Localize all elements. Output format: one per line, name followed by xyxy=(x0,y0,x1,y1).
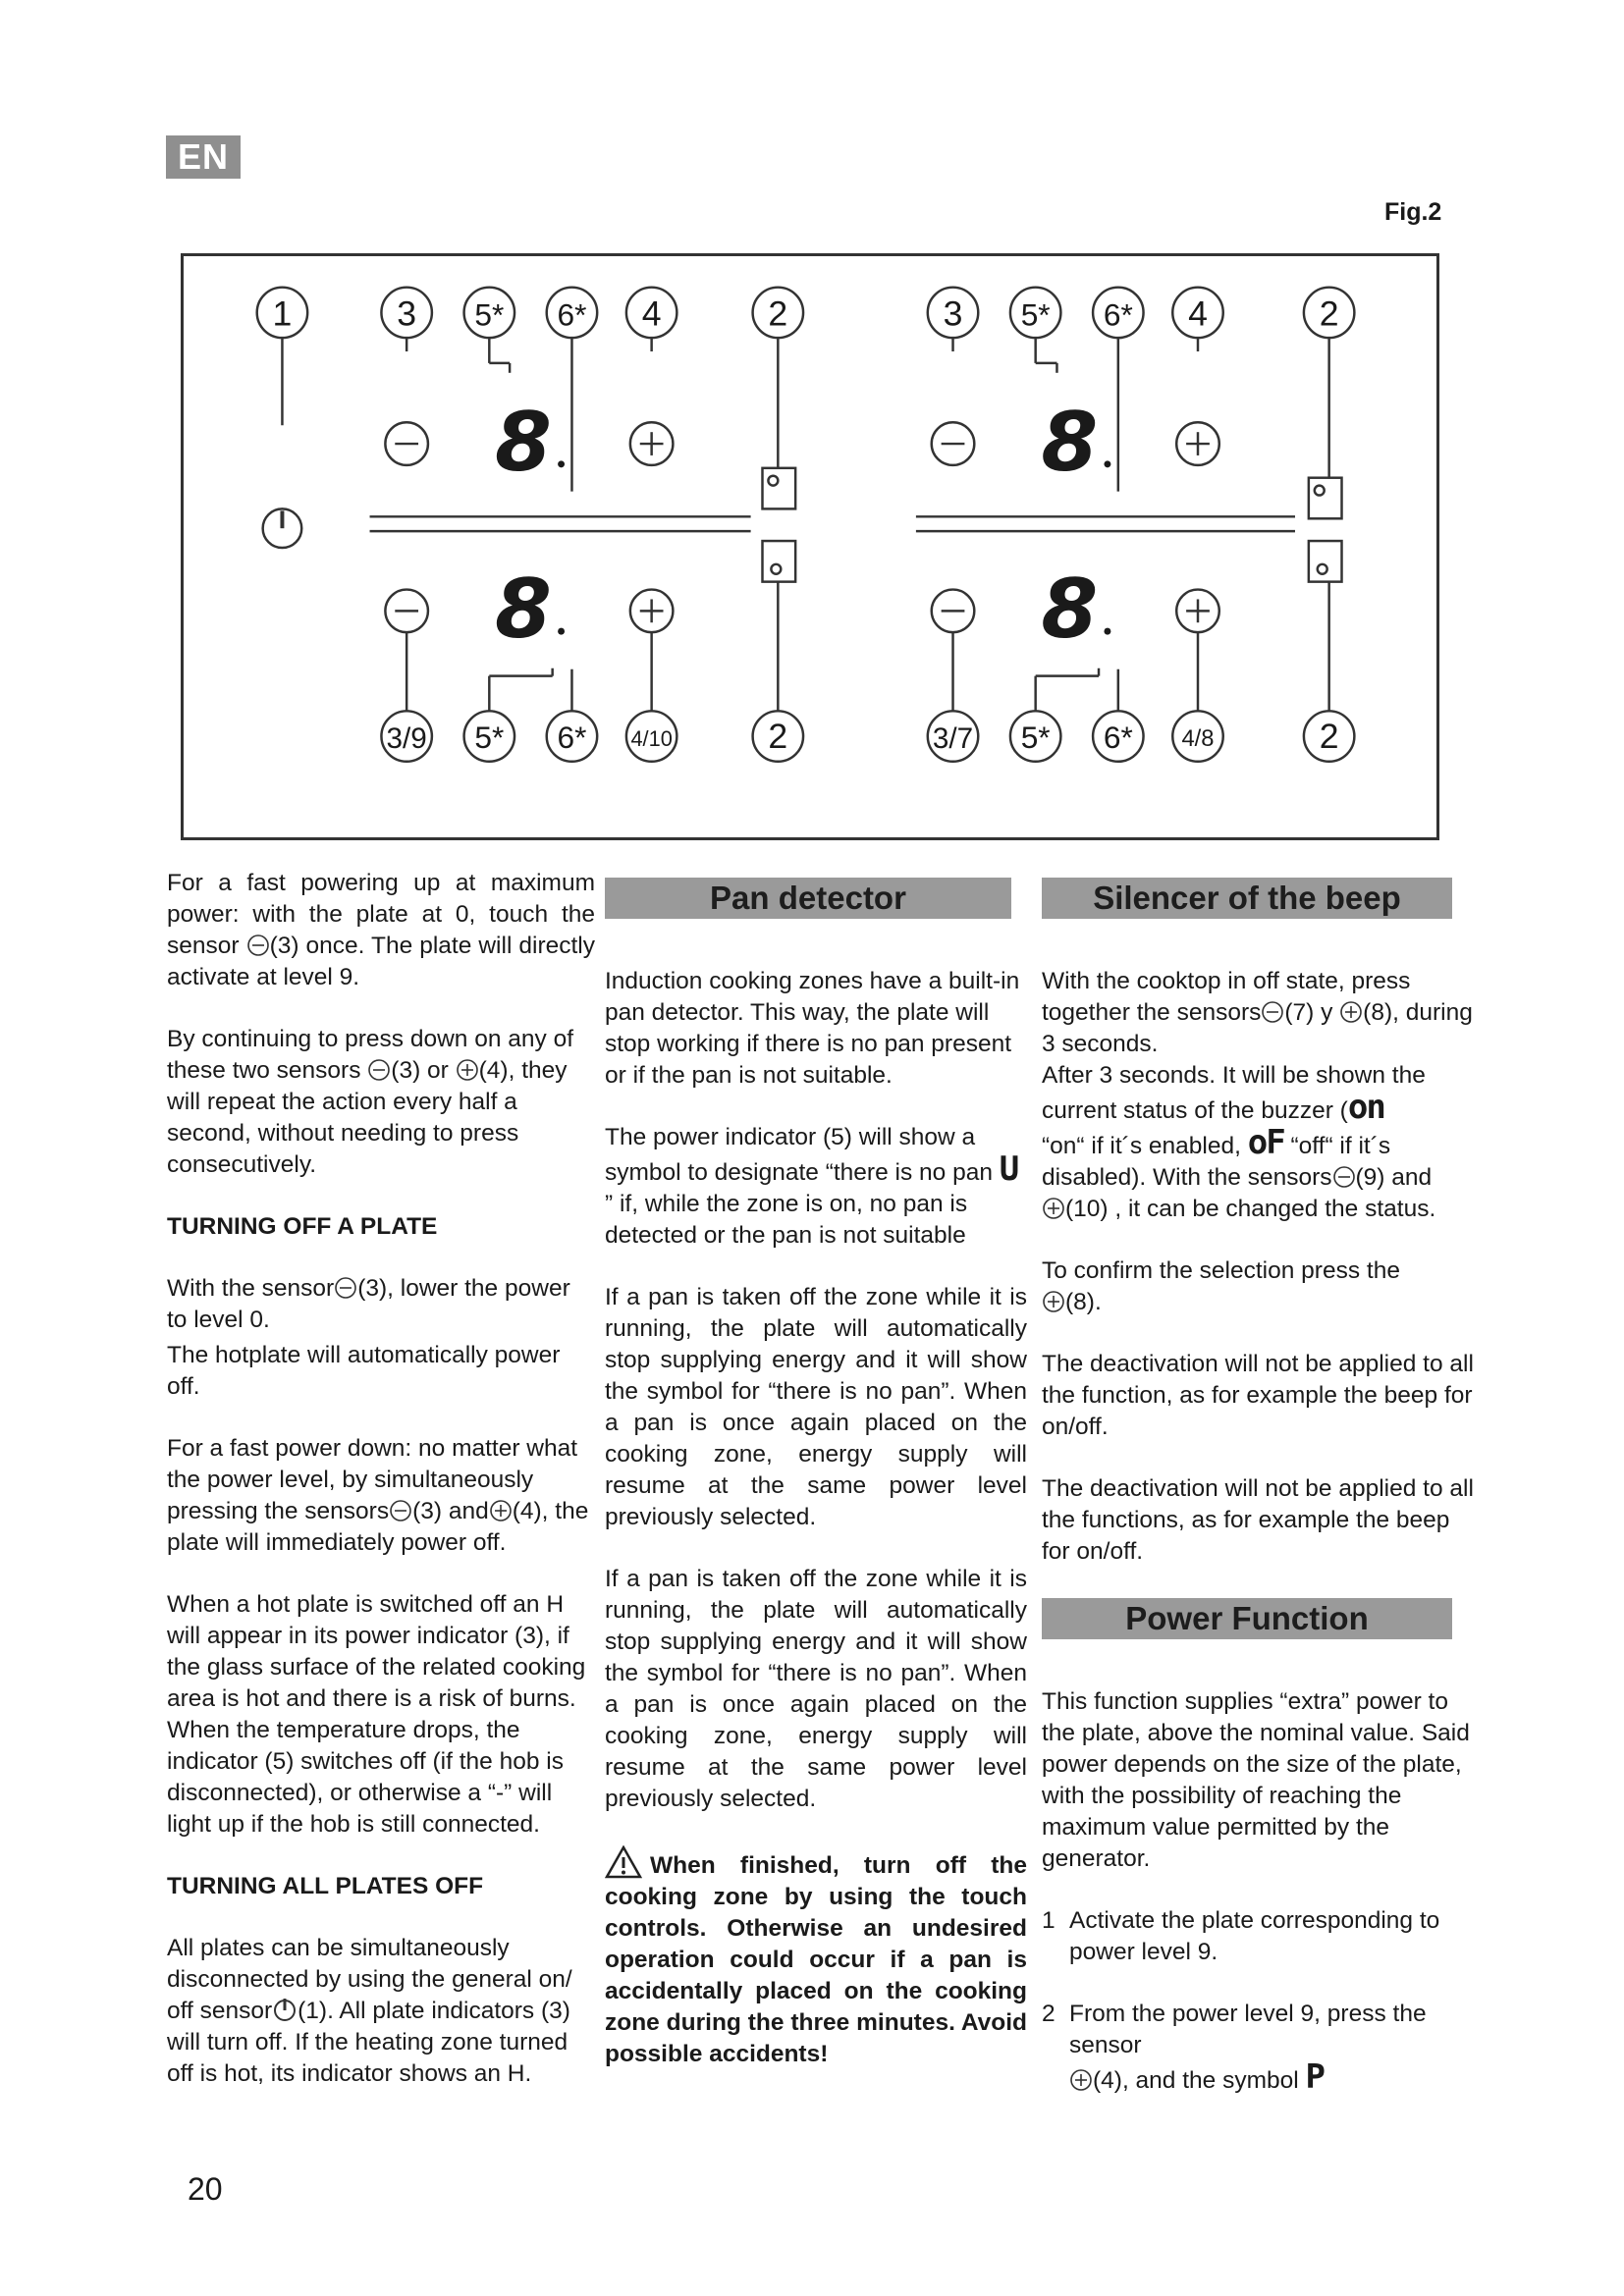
callout-label: 5* xyxy=(474,719,505,755)
plus-sensor-icon xyxy=(489,1499,513,1522)
callout-label: 3/9 xyxy=(386,721,427,755)
paragraph: All plates can be simultaneously disconnected by using the general on/ off sensor (1). All plate indicators (3) will turn off. If the heating zone turned off is hot, its indicator shows an H. xyxy=(167,1935,572,2087)
paragraph: The deactivation will not be applied to all the functions, as for example the beep for on/off. xyxy=(1042,1475,1474,1565)
callout-label: 5* xyxy=(1020,719,1051,755)
callout-label: 6* xyxy=(1103,719,1133,755)
callout-label: 6* xyxy=(557,296,587,333)
plus-sensor-icon xyxy=(1339,1000,1363,1024)
minus-sensor-icon xyxy=(1332,1165,1356,1189)
list-item: 1 Activate the plate corresponding to power level 9. xyxy=(1042,1907,1440,1965)
callout-label: 4/10 xyxy=(630,725,673,751)
paragraph: This function supplies “extra” power to the plate, above the nominal value. Said power depends on the size of the plate, with the possibility of reaching the maximum value permitted by the generator. xyxy=(1042,1688,1470,1872)
page-number: 20 xyxy=(188,2171,223,2207)
plus-sensor-icon xyxy=(1069,2068,1093,2092)
power-function-title: Power Function xyxy=(1042,1598,1452,1639)
callout-label: 4 xyxy=(1188,294,1208,334)
power-boost-symbol: P xyxy=(1305,2057,1325,2097)
buzzer-on-symbol: on xyxy=(1347,1088,1384,1127)
display-bottom-left: 8 xyxy=(495,561,552,658)
buzzer-off-symbol: oF xyxy=(1247,1123,1284,1162)
callout-label: 2 xyxy=(768,716,788,756)
plus-sensor-icon xyxy=(1042,1197,1065,1220)
callout-label: 6* xyxy=(557,719,587,755)
column-1 xyxy=(167,868,595,2120)
callout-label: 5* xyxy=(474,296,505,333)
plus-sensor-icon xyxy=(1042,1290,1065,1313)
display-top-left: 8 xyxy=(495,394,552,490)
paragraph: If a pan is taken off the zone while it is running, the plate will automatically stop supplying energy and it will show the symbol for “there is no pan”. When a pan is once again placed on the cooking zone, energy supply will resume at the same power level previously selected. xyxy=(605,1284,1027,1530)
paragraph: For a fast power down: no matter what the power level, by simultaneously pressing the sensors (3) and (4), the plate will immediately power off. xyxy=(167,1435,589,1556)
callout-label: 4 xyxy=(641,294,662,334)
warning-icon xyxy=(605,1845,642,1879)
minus-sensor-icon xyxy=(334,1276,357,1300)
paragraph: The power indicator (5) will show a symbol to designate “there is no pan U ” if, while the zone is on, no pan is detected or the pan is not suitable xyxy=(605,1124,1018,1249)
beep-silencer-title: Silencer of the beep xyxy=(1042,878,1452,919)
figure-label: Fig.2 xyxy=(1384,198,1442,226)
paragraph: When a hot plate is switched off an H will appear in its power indicator (3), if the glass surface of the related cooking area is hot and there is a risk of burns. When the temperature drops, the indicator (5) switches off (if the hob is disconnected), or otherwise a “-” will light up if the hob is still connected. xyxy=(167,1591,586,1838)
minus-sensor-icon xyxy=(367,1058,391,1082)
language-badge: EN xyxy=(166,135,241,179)
minus-sensor-icon xyxy=(389,1499,412,1522)
paragraph: Induction cooking zones have a built-in pan detector. This way, the plate will stop working if there is no pan present or if the pan is not suitable. xyxy=(605,968,1020,1089)
callout-label: 1 xyxy=(272,294,293,334)
pan-detector-title: Pan detector xyxy=(605,878,1011,919)
warning-note: When finished, turn off the cooking zone by using the touch controls. Otherwise an undesired operation could occur if a pan is accidentally placed on the cooking zone during the three minutes. Avoid possible accidents! xyxy=(605,1845,1027,2070)
paragraph: By continuing to press down on any of these two sensors (3) or (4), they will repeat the action every half a second, without needing to press consecutively. xyxy=(167,1026,574,1178)
paragraph: With the cooktop in off state, press together the sensors (7) y (8), during 3 seconds. After 3 seconds. It will be shown the current status of the buzzer (on “on“ if it´s enabled, oF “off“ if it´s disabled). With the sensors (9) and (10) , it can be changed the status. xyxy=(1042,968,1473,1222)
section-heading: TURNING ALL PLATES OFF xyxy=(167,1873,484,1899)
list-item: 2 From the power level 9, press the sensor (4), and the symbol P xyxy=(1042,2001,1427,2097)
control-panel-diagram xyxy=(181,253,1439,840)
minus-sensor-icon xyxy=(246,934,270,957)
paragraph: To confirm the selection press the (8). xyxy=(1042,1257,1400,1315)
column-3 xyxy=(1042,878,1474,2127)
paragraph: With the sensor (3), lower the power to level 0. xyxy=(167,1275,570,1333)
no-pan-symbol: U xyxy=(999,1149,1018,1189)
callout-label: 2 xyxy=(1319,294,1339,334)
callout-label: 5* xyxy=(1020,296,1051,333)
callout-label: 3 xyxy=(943,294,963,334)
callout-label: 6* xyxy=(1103,296,1133,333)
display-top-right: 8 xyxy=(1041,394,1099,490)
callout-label: 3 xyxy=(397,294,417,334)
minus-sensor-icon xyxy=(1261,1000,1284,1024)
callout-label: 2 xyxy=(1319,716,1339,756)
paragraph: The deactivation will not be applied to all the function, as for example the beep for on/off. xyxy=(1042,1351,1474,1440)
paragraph: The hotplate will automatically power off. xyxy=(167,1342,561,1400)
paragraph: If a pan is taken off the zone while it is running, the plate will automatically stop supplying energy and it will show the symbol for “there is no pan”. When a pan is once again placed on the cooking zone, energy supply will resume at the same power level previously selected. xyxy=(605,1566,1027,1812)
callout-label: 2 xyxy=(768,294,788,334)
column-2 xyxy=(605,878,1027,2101)
paragraph: For a fast powering up at maximum power: with the plate at 0, touch the sensor (3) once. The plate will directly activate at level 9. xyxy=(167,870,595,990)
plus-sensor-icon xyxy=(456,1058,479,1082)
display-bottom-right: 8 xyxy=(1041,561,1099,658)
callout-label: 3/7 xyxy=(932,721,974,755)
callout-label: 4/8 xyxy=(1181,724,1215,752)
section-heading: TURNING OFF A PLATE xyxy=(167,1213,438,1240)
power-icon xyxy=(272,1997,298,2022)
